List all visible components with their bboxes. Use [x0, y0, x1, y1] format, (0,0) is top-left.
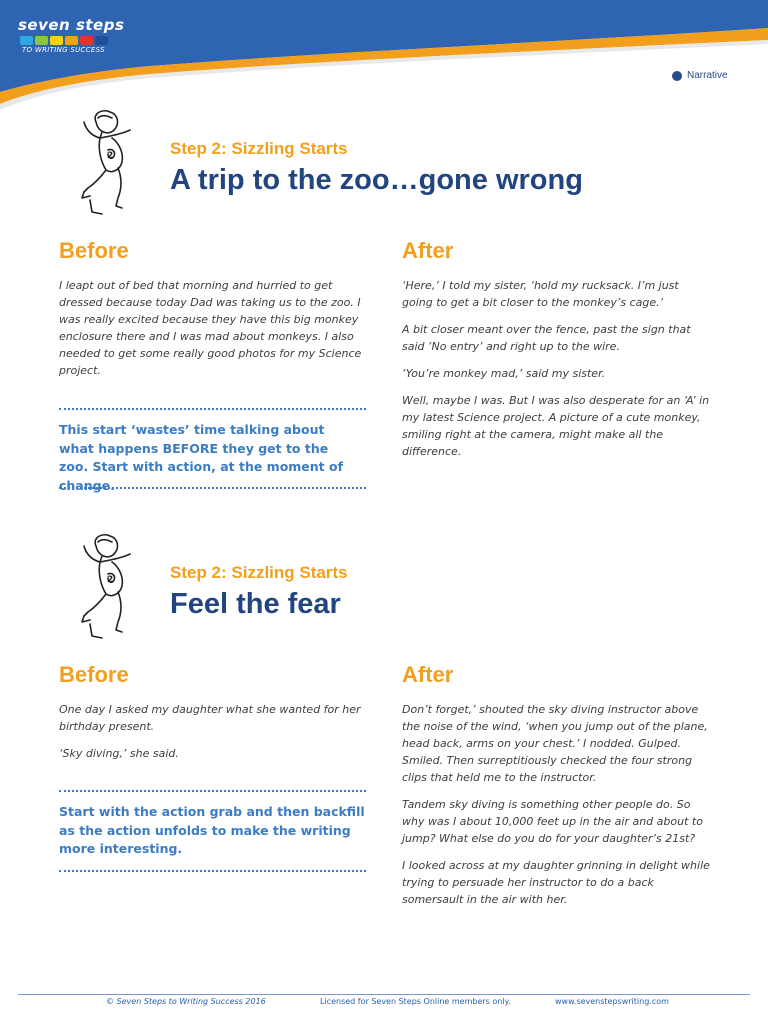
after-heading: After [402, 238, 454, 263]
logo-wordmark: seven steps [18, 16, 125, 34]
logo-color-blocks [20, 36, 108, 46]
after-paragraph: I looked across at my daughter grinning in delight while trying to persuade her instructor to do a back somersault in the air with her. [402, 859, 710, 906]
after-paragraph: Tandem sky diving is something other people do. So why was I about 10,000 feet up in the air and about to jump? What else do you do for your daughter’s 21st? [402, 798, 703, 845]
footer-divider [18, 994, 750, 995]
before-paragraph: I leapt out of bed that morning and hurried to get dressed because today Dad was taking us to the zoo. I was really excited because they have this big monkey enclosure there and I was mad about monkeys. I also needed to get some really good photos for my Science project. [59, 279, 362, 377]
before-text [59, 277, 371, 389]
tag-dot-icon [672, 71, 682, 81]
callout-divider-top [59, 408, 366, 410]
logo-tagline: TO WRITING SUCCESS [22, 46, 105, 54]
step-label: Step 2: Sizzling Starts [170, 139, 348, 158]
callout-note: This start ‘wastes’ time talking about what happens BEFORE they get to the zoo. Start with action, at the moment of change. [59, 422, 344, 493]
genre-tag [672, 70, 728, 81]
after-paragraph: Well, maybe I was. But I was also desperate for an ‘A’ in my latest Science project. A picture of a cute monkey, smiling right at the camera, might make all the difference. [402, 394, 710, 458]
after-heading: After [402, 662, 454, 687]
after-paragraph: ‘You’re monkey mad,’ said my sister. [402, 367, 606, 380]
before-paragraph: One day I asked my daughter what she wanted for her birthday present. [59, 703, 361, 733]
after-text [402, 277, 712, 470]
brand-logo [18, 16, 128, 60]
before-heading: Before [59, 662, 129, 687]
before-heading: Before [59, 238, 129, 263]
footer-copyright: © Seven Steps to Writing Success 2016 [106, 997, 266, 1006]
section-title: A trip to the zoo…gone wrong [170, 164, 583, 196]
after-text [402, 701, 714, 918]
callout-divider-bottom [59, 870, 366, 872]
jumping-child-illustration [78, 532, 142, 644]
logo-block [80, 36, 93, 45]
callout-note: Start with the action grab and then backfill as the action unfolds to make the writing more interesting. [59, 804, 365, 856]
tag-label: Narrative [687, 70, 728, 81]
logo-block [20, 36, 33, 45]
after-paragraph: Don’t forget,’ shouted the sky diving instructor above the noise of the wind, ‘when you jump out of the plane, head back, arms on your chest.’ I nodded. Gulped. Smiled. Then surreptitiously checked the four strong clips that held me to the instructor. [402, 703, 708, 784]
step-label: Step 2: Sizzling Starts [170, 563, 348, 582]
before-paragraph: ‘Sky diving,’ she said. [59, 747, 179, 760]
before-text [59, 701, 371, 772]
logo-block [50, 36, 63, 45]
jumping-child-illustration [78, 108, 142, 220]
callout-divider-top [59, 790, 366, 792]
svg-text:2: 2 [107, 575, 114, 585]
svg-text:2: 2 [107, 151, 114, 161]
after-paragraph: ‘Here,’ I told my sister, ‘hold my rucksack. I’m just going to get a bit closer to the monkey’s cage.’ [402, 279, 679, 309]
footer-license: Licensed for Seven Steps Online members only. [320, 997, 511, 1006]
logo-block [35, 36, 48, 45]
callout-divider-bottom [59, 487, 366, 489]
logo-block [65, 36, 78, 45]
logo-block [95, 36, 108, 45]
section-title: Feel the fear [170, 588, 341, 620]
after-paragraph: A bit closer meant over the fence, past the sign that said ‘No entry’ and right up to the wire. [402, 323, 691, 353]
footer-website-link[interactable]: www.sevenstepswriting.com [555, 997, 669, 1006]
